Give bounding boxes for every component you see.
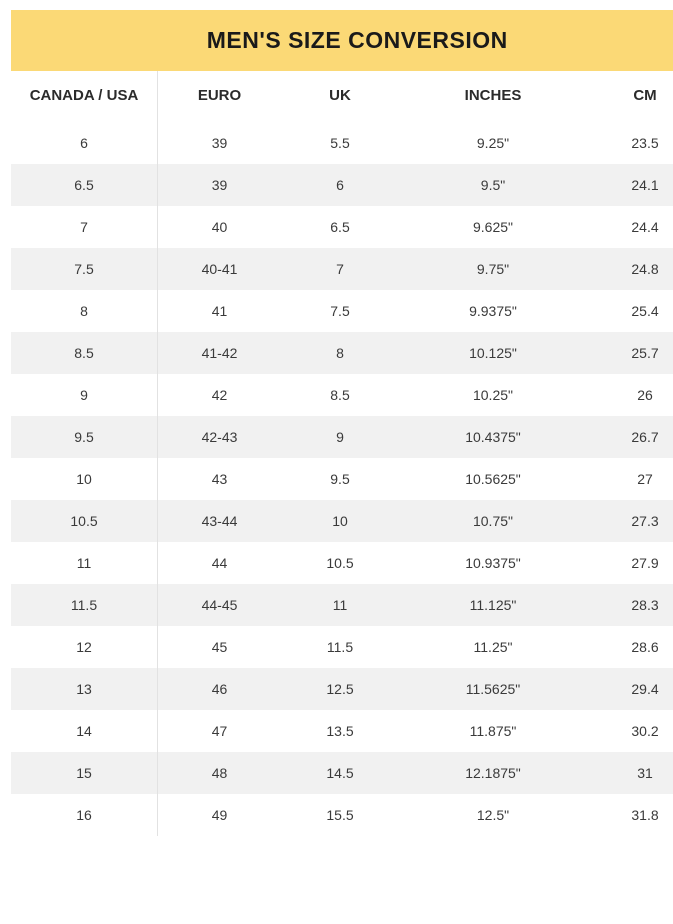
cell-cm: 27	[587, 458, 673, 500]
cell-uk: 5.5	[281, 122, 399, 164]
cell-uk: 9	[281, 416, 399, 458]
column-header-uk: UK	[281, 71, 399, 122]
cell-euro: 39	[158, 122, 282, 164]
cell-cm: 24.1	[587, 164, 673, 206]
table-row	[11, 752, 673, 794]
cell-uk: 10	[281, 500, 399, 542]
cell-euro: 39	[158, 164, 282, 206]
table-row	[11, 206, 673, 248]
table-title: MEN'S SIZE CONVERSION	[11, 10, 673, 71]
cell-uk: 9.5	[281, 458, 399, 500]
cell-uk: 10.5	[281, 542, 399, 584]
table-row	[11, 626, 673, 668]
mens-size-conversion-table	[11, 10, 673, 836]
cell-euro: 43	[158, 458, 282, 500]
table-row	[11, 668, 673, 710]
cell-canada-usa: 9.5	[11, 416, 158, 458]
cell-euro: 48	[158, 752, 282, 794]
cell-inches: 10.9375"	[399, 542, 587, 584]
cell-canada-usa: 10.5	[11, 500, 158, 542]
cell-inches: 11.5625"	[399, 668, 587, 710]
table-body	[11, 122, 673, 836]
cell-cm: 25.4	[587, 290, 673, 332]
cell-canada-usa: 11.5	[11, 584, 158, 626]
column-header-cm: CM	[587, 71, 673, 122]
cell-canada-usa: 11	[11, 542, 158, 584]
cell-canada-usa: 10	[11, 458, 158, 500]
header-row	[11, 71, 673, 122]
table-row	[11, 248, 673, 290]
cell-inches: 9.25"	[399, 122, 587, 164]
table-row	[11, 500, 673, 542]
cell-canada-usa: 14	[11, 710, 158, 752]
cell-inches: 9.5"	[399, 164, 587, 206]
table-row	[11, 374, 673, 416]
cell-cm: 24.4	[587, 206, 673, 248]
cell-inches: 11.875"	[399, 710, 587, 752]
cell-canada-usa: 8.5	[11, 332, 158, 374]
table-row	[11, 164, 673, 206]
cell-inches: 11.25"	[399, 626, 587, 668]
column-header-euro: EURO	[158, 71, 282, 122]
cell-canada-usa: 15	[11, 752, 158, 794]
cell-inches: 11.125"	[399, 584, 587, 626]
cell-euro: 44-45	[158, 584, 282, 626]
table-row	[11, 290, 673, 332]
cell-canada-usa: 9	[11, 374, 158, 416]
cell-cm: 29.4	[587, 668, 673, 710]
cell-cm: 31	[587, 752, 673, 794]
cell-uk: 15.5	[281, 794, 399, 836]
cell-canada-usa: 16	[11, 794, 158, 836]
cell-cm: 27.9	[587, 542, 673, 584]
table-header	[11, 71, 673, 122]
cell-inches: 10.4375"	[399, 416, 587, 458]
table-row	[11, 794, 673, 836]
column-header-inches: INCHES	[399, 71, 587, 122]
cell-inches: 9.75"	[399, 248, 587, 290]
table-row	[11, 542, 673, 584]
cell-canada-usa: 7.5	[11, 248, 158, 290]
cell-canada-usa: 6	[11, 122, 158, 164]
cell-canada-usa: 12	[11, 626, 158, 668]
cell-uk: 11	[281, 584, 399, 626]
cell-euro: 40-41	[158, 248, 282, 290]
cell-canada-usa: 7	[11, 206, 158, 248]
cell-euro: 49	[158, 794, 282, 836]
cell-uk: 6	[281, 164, 399, 206]
column-header-canada-usa: CANADA / USA	[11, 71, 158, 122]
cell-uk: 14.5	[281, 752, 399, 794]
table-row	[11, 122, 673, 164]
cell-inches: 12.5"	[399, 794, 587, 836]
table-row	[11, 584, 673, 626]
cell-euro: 42	[158, 374, 282, 416]
cell-euro: 47	[158, 710, 282, 752]
cell-cm: 31.8	[587, 794, 673, 836]
cell-euro: 43-44	[158, 500, 282, 542]
table-row	[11, 332, 673, 374]
table-row	[11, 710, 673, 752]
cell-canada-usa: 6.5	[11, 164, 158, 206]
table-row	[11, 458, 673, 500]
cell-euro: 44	[158, 542, 282, 584]
cell-uk: 12.5	[281, 668, 399, 710]
cell-inches: 9.625"	[399, 206, 587, 248]
cell-uk: 8.5	[281, 374, 399, 416]
cell-cm: 30.2	[587, 710, 673, 752]
cell-canada-usa: 13	[11, 668, 158, 710]
table-row	[11, 416, 673, 458]
cell-euro: 45	[158, 626, 282, 668]
cell-uk: 7.5	[281, 290, 399, 332]
cell-uk: 8	[281, 332, 399, 374]
cell-uk: 7	[281, 248, 399, 290]
cell-euro: 40	[158, 206, 282, 248]
cell-inches: 10.75"	[399, 500, 587, 542]
cell-cm: 23.5	[587, 122, 673, 164]
size-chart-container	[11, 10, 662, 836]
cell-cm: 27.3	[587, 500, 673, 542]
cell-inches: 10.125"	[399, 332, 587, 374]
cell-cm: 28.3	[587, 584, 673, 626]
cell-euro: 42-43	[158, 416, 282, 458]
cell-cm: 26	[587, 374, 673, 416]
cell-cm: 25.7	[587, 332, 673, 374]
cell-inches: 9.9375"	[399, 290, 587, 332]
cell-cm: 28.6	[587, 626, 673, 668]
cell-cm: 26.7	[587, 416, 673, 458]
cell-inches: 10.25"	[399, 374, 587, 416]
cell-uk: 11.5	[281, 626, 399, 668]
cell-cm: 24.8	[587, 248, 673, 290]
cell-uk: 13.5	[281, 710, 399, 752]
cell-inches: 12.1875"	[399, 752, 587, 794]
cell-euro: 46	[158, 668, 282, 710]
cell-euro: 41-42	[158, 332, 282, 374]
cell-euro: 41	[158, 290, 282, 332]
cell-inches: 10.5625"	[399, 458, 587, 500]
cell-uk: 6.5	[281, 206, 399, 248]
cell-canada-usa: 8	[11, 290, 158, 332]
